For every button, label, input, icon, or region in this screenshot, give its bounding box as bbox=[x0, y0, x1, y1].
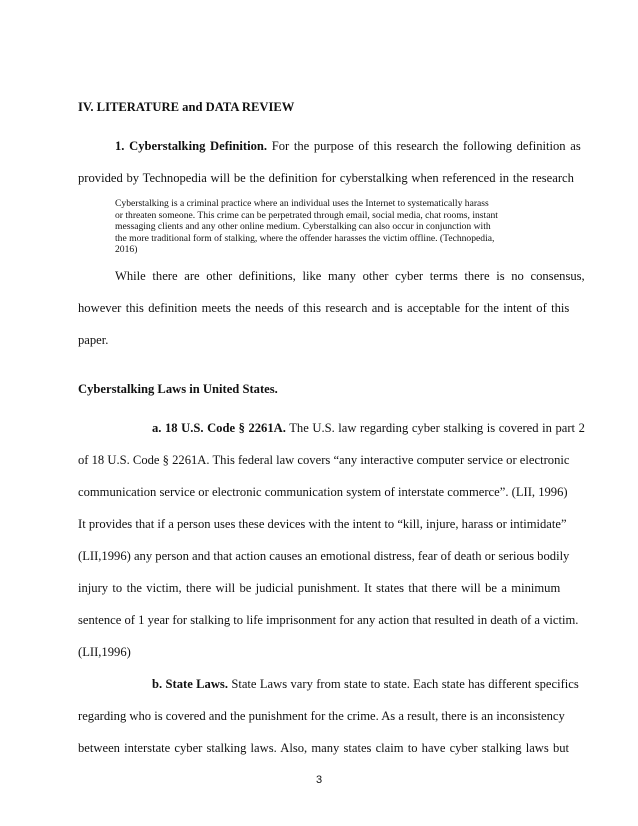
definition-heading: 1. Cyberstalking Definition. bbox=[115, 139, 268, 153]
quote-line: or threaten someone. This crime can be perpetrated through email, social media, chat rooms, instant bbox=[115, 209, 498, 221]
paragraph-2-line-2: however this definition meets the needs of this research and is acceptable for the intent of this bbox=[78, 301, 570, 315]
paragraph-2-line-3: paper. bbox=[78, 333, 109, 347]
usc-paragraph-line-1 bbox=[152, 420, 585, 436]
laws-heading: Cyberstalking Laws in United States. bbox=[78, 382, 278, 396]
usc-line: of 18 U.S. Code § 2261A. This federal law covers “any interactive computer service or electronic bbox=[78, 453, 570, 467]
usc-line: communication service or electronic communication system of interstate commerce”. (LII, 1996) bbox=[78, 485, 568, 499]
usc-line: It provides that if a person uses these devices with the intent to “kill, injure, harass or intimidate” bbox=[78, 517, 567, 531]
definition-block-quote bbox=[115, 198, 535, 256]
quote-line: 2016) bbox=[115, 244, 138, 256]
usc-line: (LII,1996) bbox=[78, 645, 131, 659]
quote-line: messaging clients and any other online medium. Cyberstalking can also occur in conjunction with bbox=[115, 221, 491, 233]
quote-line: Cyberstalking is a criminal practice where an individual uses the Internet to systematically harass bbox=[115, 198, 489, 209]
state-line: between interstate cyber stalking laws. Also, many states claim to have cyber stalking laws but bbox=[78, 741, 570, 755]
state-paragraph-line-1 bbox=[152, 676, 579, 692]
quote-line: the more traditional form of stalking, where the offender harasses the victim offline. (Technopedia, bbox=[115, 232, 495, 244]
state-line-1-text: State Laws vary from state to state. Each state has different specifics bbox=[231, 677, 579, 691]
usc-line-1-text: The U.S. law regarding cyber stalking is covered in part 2 bbox=[289, 421, 585, 435]
usc-line: (LII,1996) any person and that action causes an emotional distress, fear of death or serious bodily bbox=[78, 549, 570, 563]
definition-line-1-text: For the purpose of this research the following definition as bbox=[271, 139, 581, 153]
paragraph-2-line-1: While there are other definitions, like many other cyber terms there is no consensus, bbox=[115, 269, 585, 283]
page-number: 3 bbox=[315, 774, 323, 786]
definition-line-2: provided by Technopedia will be the definition for cyberstalking when referenced in the research bbox=[78, 171, 574, 185]
definition-paragraph-line-1 bbox=[115, 138, 581, 154]
usc-line: sentence of 1 year for stalking to life imprisonment for any action that resulted in death of a victim. bbox=[78, 613, 579, 627]
usc-line: injury to the victim, there will be judicial punishment. It states that there will be a minimum bbox=[78, 581, 561, 595]
state-line: regarding who is covered and the punishment for the crime. As a result, there is an inconsistency bbox=[78, 709, 565, 723]
usc-heading: a. 18 U.S. Code § 2261A. bbox=[152, 421, 286, 435]
state-heading: b. State Laws. bbox=[152, 677, 228, 691]
section-heading: IV. LITERATURE and DATA REVIEW bbox=[78, 100, 295, 114]
